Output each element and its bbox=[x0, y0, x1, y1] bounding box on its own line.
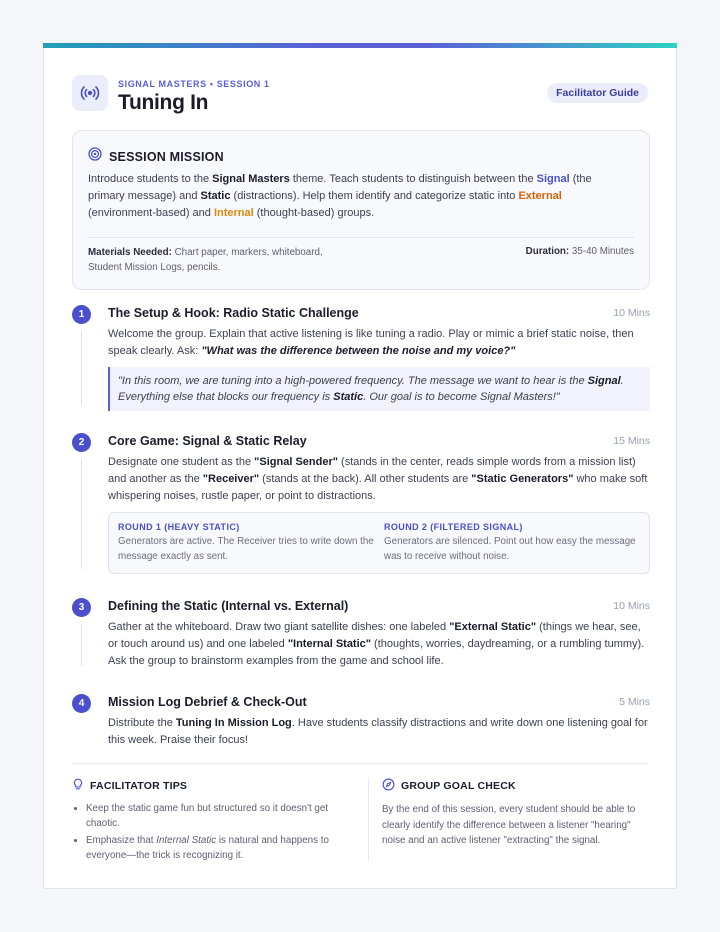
goal-text: By the end of this session, every student should be able to clearly identify the difference between a listener "hearing" noise and an active listener "extracting" the signal. bbox=[382, 804, 636, 846]
mission-description: Introduce students to the Signal Masters theme. Teach students to distinguish between the Signal (the primary message) and Static (distractions). Help them identify and categorize static into External (environment-based) and Internal (thought-based) groups. bbox=[88, 173, 592, 219]
step-number: 1 bbox=[72, 305, 91, 324]
step-number: 4 bbox=[72, 694, 91, 713]
round-text: Generators are active. The Receiver tries to write down the message exactly as sent. bbox=[118, 536, 374, 562]
page-header bbox=[72, 75, 648, 115]
mission-title: SESSION MISSION bbox=[109, 149, 224, 164]
facilitator-guide-badge: Facilitator Guide bbox=[547, 83, 648, 103]
gradient-top-bar bbox=[43, 43, 677, 48]
rounds-box bbox=[108, 512, 650, 574]
group-goal-check bbox=[382, 778, 652, 849]
mission-header bbox=[88, 147, 224, 166]
tips-list bbox=[72, 802, 342, 863]
guide-page bbox=[43, 43, 677, 889]
round-text: Generators are silenced. Point out how easy the message was to receive without noise. bbox=[384, 536, 636, 562]
session-eyebrow: SIGNAL MASTERS • SESSION 1 bbox=[118, 79, 270, 89]
footer-column-divider bbox=[368, 778, 369, 860]
tip-item: • Emphasize that Internal Static is natural and happens to everyone—the trick is recognizing it. bbox=[86, 834, 342, 863]
page-title: Tuning In bbox=[118, 91, 209, 114]
step-body: Welcome the group. Explain that active listening is like tuning a radio. Play or mimic a brief static noise, then speak clearly. Ask: "What was the difference between the noise and my voice?" bbox=[108, 328, 634, 357]
radio-broadcast-icon bbox=[72, 75, 108, 111]
step-duration: 10 Mins bbox=[613, 600, 650, 612]
step-number: 2 bbox=[72, 433, 91, 452]
facilitator-quote: "In this room, we are tuning into a high-powered frequency. The message we want to hear is the Signal. Everything else that blocks our frequency is Static. Our goal is to become Signal Masters!" bbox=[108, 367, 650, 411]
step-title: Defining the Static (Internal vs. External) bbox=[108, 599, 349, 613]
materials-needed: Materials Needed: Chart paper, markers, whiteboard, Student Mission Logs, pencils. bbox=[88, 247, 323, 273]
tips-header bbox=[72, 778, 342, 794]
step-duration: 5 Mins bbox=[619, 696, 650, 708]
step-title: The Setup & Hook: Radio Static Challenge bbox=[108, 306, 359, 320]
round-title: ROUND 2 (FILTERED SIGNAL) bbox=[384, 522, 523, 532]
tip-item: • Keep the static game fun but structured so it doesn't get chaotic. bbox=[86, 802, 342, 831]
session-mission-card bbox=[72, 130, 650, 290]
round-2 bbox=[384, 522, 640, 564]
compass-icon bbox=[382, 778, 395, 794]
step-title: Mission Log Debrief & Check-Out bbox=[108, 695, 307, 709]
footer-divider bbox=[72, 763, 648, 764]
target-icon bbox=[88, 147, 102, 166]
timeline-line bbox=[81, 459, 82, 569]
step-title: Core Game: Signal & Static Relay bbox=[108, 434, 307, 448]
step-body: Distribute the Tuning In Mission Log. Have students classify distractions and write down one listening goal for this week. Praise their focus! bbox=[108, 717, 648, 746]
goal-header bbox=[382, 778, 652, 794]
step-duration: 10 Mins bbox=[613, 307, 650, 319]
lightbulb-icon bbox=[72, 778, 84, 794]
goal-title: GROUP GOAL CHECK bbox=[401, 780, 516, 792]
step-number: 3 bbox=[72, 598, 91, 617]
duration: Duration: 35-40 Minutes bbox=[525, 246, 634, 257]
step-duration: 15 Mins bbox=[613, 435, 650, 447]
timeline-line bbox=[81, 331, 82, 405]
facilitator-tips bbox=[72, 778, 342, 866]
round-title: ROUND 1 (HEAVY STATIC) bbox=[118, 522, 240, 532]
step-body: Gather at the whiteboard. Draw two giant satellite dishes: one labeled "External Static" (things we hear, see, or touch around us) and one labeled "Internal Static" (thoughts, worries, daydreaming, or a rumbling tummy). Ask the group to brainstorm examples from the game and school life. bbox=[108, 621, 645, 667]
timeline-line bbox=[81, 624, 82, 666]
divider bbox=[88, 237, 634, 238]
round-1 bbox=[118, 522, 374, 564]
step-body: Designate one student as the "Signal Sender" (stands in the center, reads simple words from a mission list) and another as the "Receiver" (stands at the back). All other students are "Static Generators" who make soft whispering noises, rustle paper, or point to distractions. bbox=[108, 456, 648, 502]
tips-title: FACILITATOR TIPS bbox=[90, 780, 188, 792]
